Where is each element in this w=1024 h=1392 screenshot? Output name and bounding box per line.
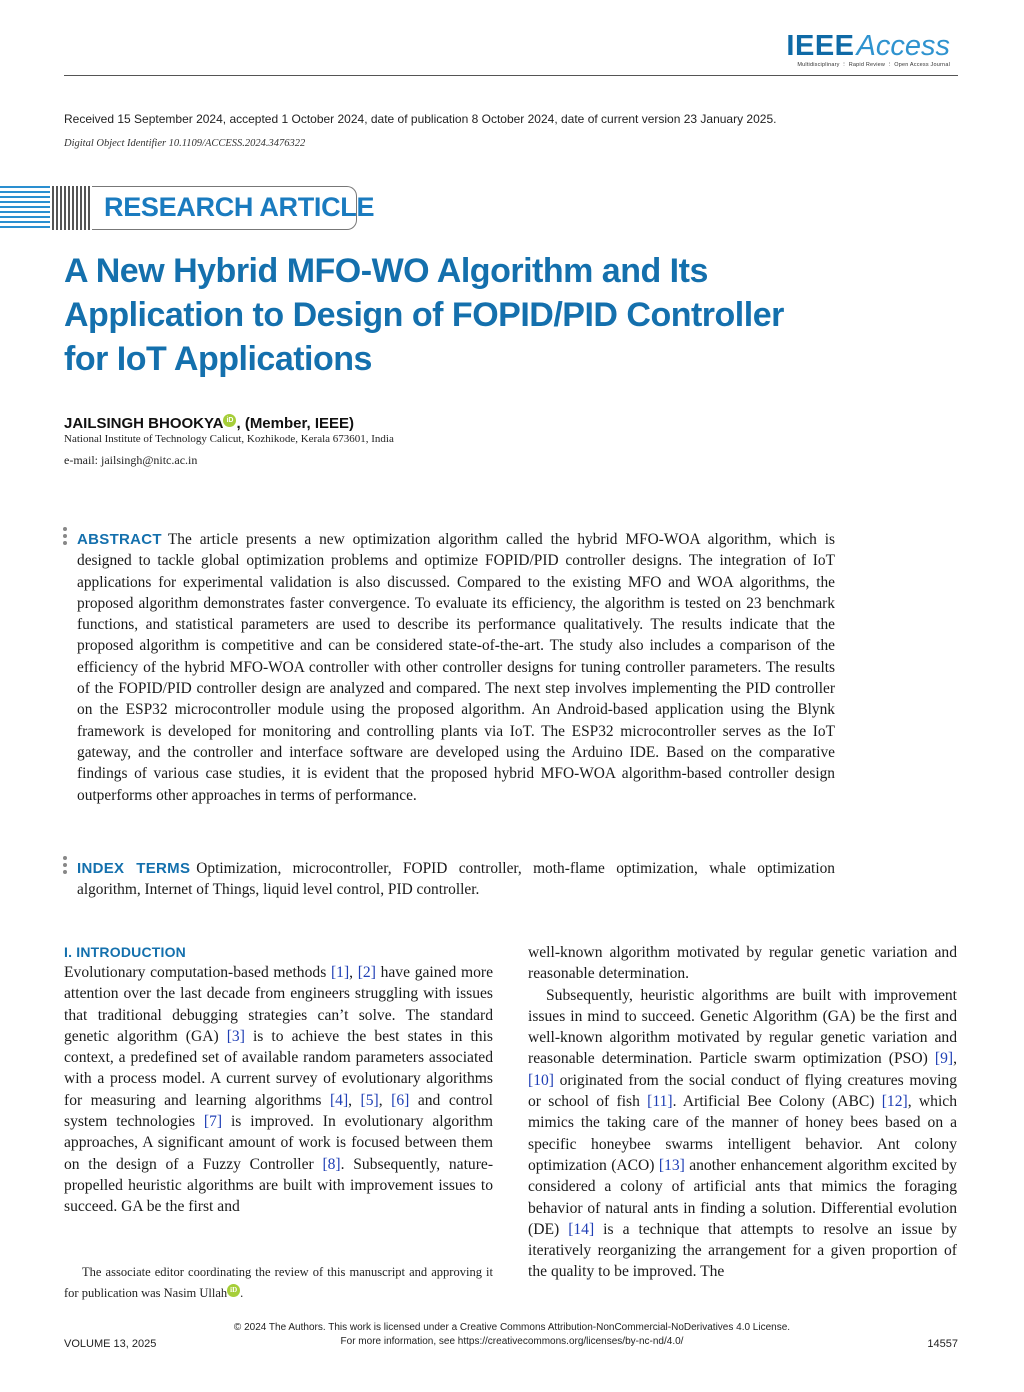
license-line-2[interactable]: For more information, see https://creativecommons.org/licenses/by-nc-nd/4.0/	[340, 1336, 684, 1347]
logo-tagline: Multidisciplinary ⋮ Rapid Review ⋮ Open Access Journal	[797, 62, 950, 68]
citation-link[interactable]: [4]	[329, 1091, 349, 1109]
ieee-access-logo	[786, 30, 950, 68]
column-left	[64, 942, 493, 1218]
abstract	[77, 529, 835, 806]
license-line-1: © 2024 The Authors. This work is licensed under a Creative Commons Attribution-NonCommercial-NoDerivatives 4.0 License.	[233, 1322, 791, 1333]
index-terms-text: Optimization, microcontroller, FOPID controller, moth-flame optimization, whale optimization algorithm, Internet of Things, liquid level control, PID controller.	[77, 860, 836, 899]
paper-title: A New Hybrid MFO-WO Algorithm and Its Application to Design of FOPID/PID Controller for IoT Applications	[64, 252, 784, 378]
citation-link[interactable]: [13]	[658, 1156, 685, 1174]
author-name: JAILSINGH BHOOKYA	[64, 415, 224, 432]
orcid-icon[interactable]: iD	[227, 1284, 240, 1297]
citation-link[interactable]: [7]	[203, 1113, 223, 1131]
author-suffix: , (Member, IEEE)	[236, 415, 355, 432]
volume-info: VOLUME 13, 2025	[64, 1338, 157, 1350]
abstract-label: ABSTRACT	[77, 531, 162, 548]
citation-link[interactable]: [11]	[647, 1093, 673, 1111]
banner-stripes	[0, 186, 50, 230]
author-line	[64, 414, 354, 432]
banner-barcode	[52, 186, 90, 230]
citation-link[interactable]: [2]	[357, 964, 376, 981]
received-dates: Received 15 September 2024, accepted 1 October 2024, date of publication 8 October 2024, date of current version 23 January 2025.	[64, 112, 777, 126]
citation-link[interactable]: [1]	[330, 964, 350, 981]
doi: Digital Object Identifier 10.1109/ACCESS.2024.3476322	[64, 138, 306, 149]
abstract-text: The article presents a new optimization algorithm called the hybrid MFO-WOA algorithm, which is designed to tackle global optimization problems and optimize FOPID/PID controller designs. The integration of IoT applications for experimental validation is also discussed. Compared to the existing MFO and WOA algorithms, the proposed algorithm demonstrates faster convergence. To evaluate its efficiency, the algorithm is tested on 23 benchmark functions, and statistical parameters are used to describe its performance qualitatively. The results indicate that the proposed algorithm is competitive and can be considered state-of-the-art. The study also includes a comparison of the efficiency of the hybrid MFO-WOA controller with other controller designs for tuning controller parameters. The results of the FOPID/PID controller design are analyzed and compared. The next step involves implementing the PID controller on the ESP32 microcontroller module using the proposed algorithm. An Android-based application using the Blynk framework is developed for monitoring and controlling plants via IoT. The ESP32 microcontroller serves as the IoT gateway, and the controller and interface software are developed using the Arduino IDE. Based on the comparative findings of various case studies, it is evident that the proposed hybrid MFO-WOA algorithm-based controller design outperforms other approaches in terms of performance.	[77, 531, 835, 804]
abstract-dots	[63, 527, 67, 548]
citation-link[interactable]: [12]	[881, 1093, 908, 1111]
orcid-icon[interactable]: iD	[223, 414, 236, 427]
editor-footnote: The associate editor coordinating the review of this manuscript and approving it for publication was Nasim Ullah iD .	[64, 1265, 493, 1300]
intro-paragraph-cont: well-known algorithm motivated by regular genetic variation and reasonable determination.	[528, 944, 957, 983]
citation-link[interactable]: [6]	[391, 1091, 410, 1109]
index-terms	[77, 858, 835, 901]
column-right	[528, 942, 957, 1283]
citation-link[interactable]: [14]	[568, 1220, 595, 1238]
header-rule	[64, 75, 958, 76]
author-email: e-mail: jailsingh@nitc.ac.in	[64, 453, 198, 467]
citation-link[interactable]: [3]	[226, 1027, 245, 1045]
citation-link[interactable]: [9]	[934, 1050, 954, 1068]
article-type-banner: RESEARCH ARTICLE	[104, 192, 375, 222]
citation-link[interactable]: [8]	[322, 1155, 341, 1173]
intro-paragraph-2: Subsequently, heuristic algorithms are built with improvement issues in mind to succeed. Genetic Algorithm (GA) be the first and well-known algorithm motivated by regular genetic variation and reasonable determination. Particle swarm optimization (PSO) [9], [10] originated from the social conduct of flying creatures moving or school of fish [11]. Artificial Bee Colony (ABC) [12], which mimics the taking care of the manner of honey bees based on a specific honeybee swarms intelligent behavior. Ant colony optimization (ACO) [13] another enhancement algorithm excited by considered a colony of artificial ants that mimics the foraging behavior of natural ants in finding a solution. Differential evolution (DE) [14] is a technique that attempts to resolve an issue by iteratively reorganizing the arrangement for a given proportion of the quality to be improved. The	[528, 986, 957, 1281]
citation-link[interactable]: [10]	[528, 1071, 554, 1089]
index-terms-label: INDEX TERMS	[77, 860, 191, 877]
page-number: 14557	[927, 1338, 958, 1350]
logo-ieee: IEEE	[786, 30, 855, 62]
author-affiliation: National Institute of Technology Calicut, Kozhikode, Kerala 673601, India	[64, 433, 394, 445]
logo-access: Access	[856, 30, 950, 62]
index-terms-dots	[63, 856, 67, 877]
citation-link[interactable]: [5]	[360, 1091, 379, 1109]
intro-paragraph-1: Evolutionary computation-based methods [1], [2] have gained more attention over the last decade from engineers struggling with issues that traditional debugging strategies can’t solve. The standard genetic algorithm (GA) [3] is to achieve the best states in this context, a predefined set of available random parameters associated with a process model. A current survey of evolutionary algorithms for measuring and learning algorithms [4], [5], [6] and control system technologies [7] is improved. In evolutionary algorithm approaches, A significant amount of work is focused between them on the design of a Fuzzy Controller [8]. Subsequently, nature-propelled heuristic algorithms are built with improvement issues to succeed. GA be the first and	[64, 964, 494, 1216]
section-heading: I. INTRODUCTION	[64, 944, 186, 960]
